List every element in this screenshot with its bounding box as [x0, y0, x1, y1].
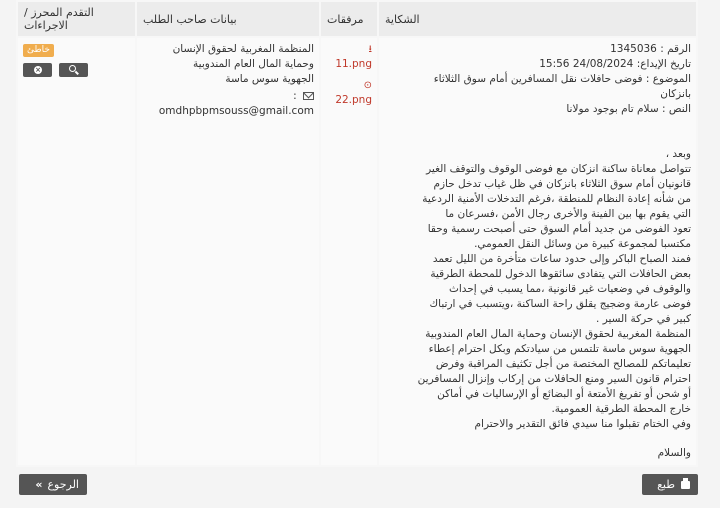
body-line: التي يقوم بها بين الفينة والأخرى رجال الأمن ،فسرعان ما [445, 208, 691, 220]
complaint-text-label: النص : سلام تام بوجود مولانا [566, 103, 691, 115]
printer-icon [681, 481, 690, 489]
header-attachments: مرفقات [321, 2, 377, 36]
complaint-closing: والسلام [657, 447, 691, 459]
table-row [18, 38, 696, 465]
body-line: فوضى عارمة وضجيج يقلق راحة الساكنة ،ويتسبب في ارتباك [429, 298, 691, 310]
complaint-body [384, 147, 691, 432]
complaint-greeting: وبعد ، [665, 148, 691, 160]
complaint-detail [20, 0, 698, 467]
body-line: الجهوية سوس ماسة تلتمس من سيادتكم وبكل احترام إعطاء [428, 343, 691, 355]
back-button[interactable] [19, 474, 87, 495]
attachment-link[interactable]: 22.png [335, 94, 372, 106]
header-progress-line2: الاجراءات [24, 19, 68, 32]
header-progress [18, 2, 135, 36]
attachments-cell [321, 38, 377, 465]
sender-name-line1: المنظمة المغربية لحقوق الإنسان [172, 43, 314, 55]
envelope-icon [303, 92, 314, 100]
row-actions [23, 63, 130, 78]
sender-email[interactable]: omdhpbpmsouss@gmail.com [158, 105, 314, 117]
attachment-item[interactable] [326, 42, 372, 72]
body-line: بعض الحافلات التي يتفادى سائقوها الدخول للمحطة الطرقية [430, 268, 691, 280]
progress-cell [18, 38, 135, 465]
status-badge: خاطئ [23, 44, 54, 57]
chevron-double-right-icon: » [35, 478, 43, 491]
complaint-date: تاريخ الإيداع: 24/08/2024 15:56 [539, 58, 691, 70]
complaint-cell [379, 38, 696, 465]
complaint-table [16, 0, 698, 467]
body-line: وفي الختام تقبلوا منا سيدي فائق التقدير والاحترام [474, 418, 691, 430]
body-line: خارج المحطة الطرقية العمومية. [551, 403, 691, 415]
body-line: من شأنه إعادة النظام للمنطقة ،فرغم التدخلات الأمنية الردعية [422, 193, 691, 205]
print-button[interactable] [642, 474, 698, 495]
body-line: فمند الصباح الباكر وإلى حدود ساعات متأخرة من الليل تعمد [432, 253, 691, 265]
header-sender: بيانات صاحب الطلب [137, 2, 319, 36]
back-label: الرجوع [47, 478, 79, 491]
body-line: تعود الفوضى من جديد أمام السوق حتى أصبحت رسمية وحقا [427, 223, 691, 235]
attachment-item[interactable] [326, 78, 372, 108]
body-line: تعليماتكم للمصالح المختصة من أجل تكثيف المراقبة وفرض [435, 358, 691, 370]
complaint-subject-line1: الموضوع : فوضى حافلات نقل المسافرين أمام سوق الثلاثاء [433, 73, 691, 85]
body-line: أو شحن أو تفريغ الأمتعة أو البضائع أو الإرساليات في أماكن [437, 388, 691, 400]
header-complaint: الشكاية [379, 2, 696, 36]
table-header-row [18, 2, 696, 36]
view-button[interactable] [59, 63, 88, 77]
circle-icon: ⊙ [363, 80, 372, 91]
body-line: مكتسبا لمجموعة كبيرة من وسائل النقل العمومي. [474, 238, 691, 250]
complaint-number: الرقم : 1345036 [610, 43, 691, 55]
attachment-link[interactable]: 11.png [335, 58, 372, 70]
body-line: المنظمة المغربية لحقوق الإنسان وحماية المال العام المندوبية [425, 328, 691, 340]
body-line: احترام قانون السير ومنع الحافلات من إركاب وإنزال المسافرين [417, 373, 691, 385]
sender-email-row [142, 89, 314, 119]
email-separator: : [293, 90, 297, 102]
sender-name-line2: وحماية المال العام المندوبية [193, 58, 314, 70]
body-line: قانونيان أمام سوق الثلاثاء بانزكان في ظل غياب تدخل حازم [433, 178, 691, 190]
print-label: طبع [657, 478, 675, 491]
complaint-subject-line2: بانزكان [660, 88, 691, 100]
sender-cell [137, 38, 319, 465]
delete-button[interactable] [23, 63, 52, 77]
sender-name-line3: الجهوية سوس ماسة [225, 73, 314, 85]
download-icon: ⭳ [368, 44, 372, 55]
body-line: والوقوف في وضعيات غير قانونية ،مما يسبب في إحداث [449, 283, 691, 295]
body-line: كبير في حركة السير . [596, 313, 691, 325]
body-line: تتواصل معاناة ساكنة انزكان مع فوضى الوقوف والتوقف الغير [426, 163, 691, 175]
complaint-meta [384, 42, 691, 117]
close-circle-icon: × [35, 66, 41, 74]
header-progress-line1: التقدم المحرز / [24, 6, 94, 19]
magnifier-icon [69, 65, 76, 72]
